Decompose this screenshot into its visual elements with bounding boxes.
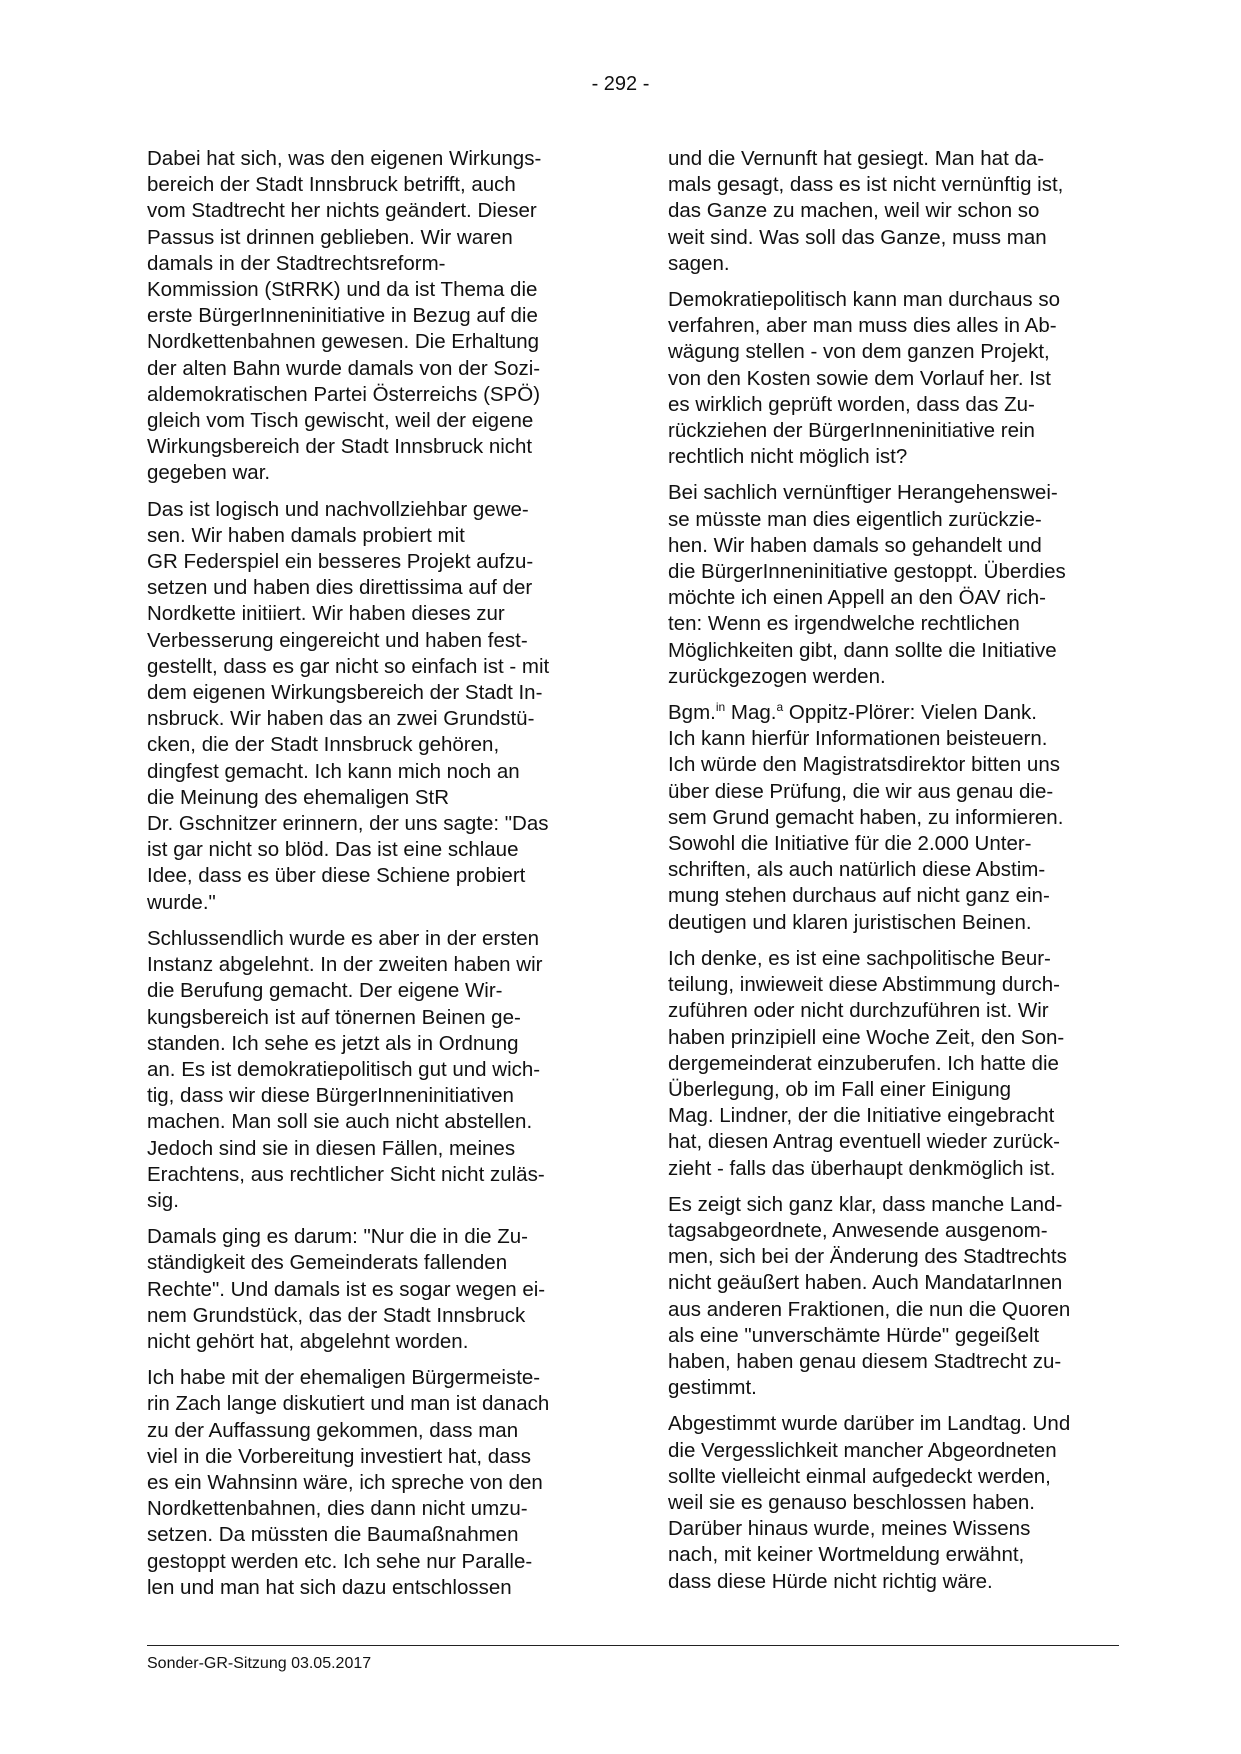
paragraph: Ich denke, es ist eine sachpolitische Beur- teilung, inwieweit diese Abstimmung durch- zuführen oder nicht durchzuführen ist. Wir haben prinzipiell eine Woche Zeit, den Son- dergemeinderat einzuberufen. Ich hatte die Überlegung, ob im Fall einer Einigung Mag. Lindner, der die Initiative eingebracht hat, diesen Antrag eventuell wieder zurück- zieht - falls das überhaupt denkmöglich ist. bbox=[668, 946, 1065, 1180]
footer-session-label: Sonder-GR-Sitzung 03.05.2017 bbox=[147, 1655, 372, 1672]
left-column bbox=[147, 146, 605, 1611]
paragraph: Ich habe mit der ehemaligen Bürgermeiste- rin Zach lange diskutiert und man ist danach zu der Auffassung gekommen, dass man viel in die Vorbereitung investiert hat, dass es ein Wahnsinn wäre, ich spreche von den Nordkettenbahnen, dies dann nicht umzu- setzen. Da müssten die Baumaßnahmen gestoppt werden etc. Ich sehe nur Paralle- len und man hat sich dazu entschlossen bbox=[147, 1366, 550, 1599]
paragraph: Das ist logisch und nachvollziehbar gewe- sen. Wir haben damals probiert mit GR Federspiel ein besseres Projekt aufzu- setzen und haben dies direttissima auf der Nordkette initiiert. Wir haben dieses zur Verbesserung eingereicht und haben fest- gestellt, dass es gar nicht so einfach ist - mit dem eigenen Wirkungsbereich der Stadt In- nsbruck. Wir haben das an zwei Grundstü- cken, die der Stadt Innsbruck gehören, dingfest gemacht. Ich kann mich noch an die Meinung des ehemaligen StR Dr. Gschnitzer erinnern, der uns sagte: "Das ist gar nicht so blöd. Das ist eine schlaue Idee, dass es über diese Schiene probiert wurde." bbox=[147, 497, 550, 914]
right-column bbox=[668, 146, 1126, 1605]
speaker-label bbox=[668, 701, 915, 724]
speech-text: Vielen Dank. Ich kann hierfür Informationen beisteuern. Ich würde den Magistratsdirektor bitten uns über diese Prüfung, die wir aus genau die- sem Grund gemacht haben, zu informieren. Sowohl die Initiative für die 2.000 Unter- schriften, als auch natürlich diese Abstim- mung stehen durchaus auf nicht ganz ein- deutigen und klaren juristischen Beinen. bbox=[668, 701, 1064, 934]
speaker-degree-suffix: a bbox=[776, 700, 784, 715]
paragraph: Abgestimmt wurde darüber im Landtag. Und die Vergesslichkeit mancher Abgeordneten sollte vielleicht einmal aufgedeckt werden, weil sie es genauso beschlossen haben. Darüber hinaus wurde, meines Wissens nach, mit keiner Wortmeldung erwähnt, dass diese Hürde nicht richtig wäre. bbox=[668, 1412, 1071, 1593]
speaker-name: Oppitz-Plörer: bbox=[788, 701, 916, 725]
paragraph: Dabei hat sich, was den eigenen Wirkungs- bereich der Stadt Innsbruck betrifft, auch vom Stadtrecht her nichts geändert. Dieser Passus ist drinnen geblieben. Wir waren damals in der Stadtrechtsreform- Kommission (StRRK) und da ist Thema die erste BürgerInneninitiative in Bezug auf die Nordkettenbahnen gewesen. Die Erhaltung der alten Bahn wurde damals von der Sozi- aldemokratischen Partei Österreichs (SPÖ) gleich vom Tisch gewischt, weil der eigene Wirkungsbereich der Stadt Innsbruck nicht gegeben war. bbox=[147, 147, 542, 485]
speaker-title: Bgm. bbox=[668, 701, 716, 725]
paragraph: Damals ging es darum: "Nur die in die Zu- ständigkeit des Gemeinderats fallenden Rechte". Und damals ist es sogar wegen ei- nem Grundstück, das der Stadt Innsbruck nicht gehört hat, abgelehnt worden. bbox=[147, 1225, 546, 1353]
paragraph: Demokratiepolitisch kann man durchaus so verfahren, aber man muss dies alles in Ab- wägung stellen - von dem ganzen Projekt, von den Kosten sowie dem Vorlauf her. Ist es wirklich geprüft worden, dass das Zu- rückziehen der BürgerInneninitiative rein rechtlich nicht möglich ist? bbox=[668, 288, 1060, 469]
page-number: - 292 - bbox=[591, 73, 650, 95]
paragraph: Schlussendlich wurde es aber in der ersten Instanz abgelehnt. In der zweiten haben wir die Berufung gemacht. Der eigene Wir- kungsbereich ist auf tönernen Beinen ge- standen. Ich sehe es jetzt als in Ordnung an. Es ist demokratiepolitisch gut und wich- tig, dass wir diese BürgerInneninitiativen machen. Man soll sie auch nicht abstellen. Jedoch sind sie in diesen Fällen, meines Erachtens, aus rechtlicher Sicht nicht zuläs- sig. bbox=[147, 926, 545, 1212]
speaker-title-suffix: in bbox=[715, 700, 726, 715]
speaker-degree: Mag. bbox=[730, 701, 777, 725]
footer-divider bbox=[147, 1645, 1119, 1646]
paragraph: und die Vernunft hat gesiegt. Man hat da- mals gesagt, dass es ist nicht vernünftig ist, das Ganze zu machen, weil wir schon so weit sind. Was soll das Ganze, muss man sagen. bbox=[668, 147, 1064, 275]
speaker-paragraph bbox=[668, 700, 1126, 936]
paragraph: Es zeigt sich ganz klar, dass manche Land- tagsabgeordnete, Anwesende ausgenom- men, sich bei der Änderung des Stadtrechts nicht geäußert haben. Auch MandatarInnen aus anderen Fraktionen, die nun die Quoren als eine "unverschämte Hürde" gegeißelt haben, haben genau diesem Stadtrecht zu- gestimmt. bbox=[668, 1192, 1071, 1400]
paragraph: Bei sachlich vernünftiger Herangehenswei- se müsste man dies eigentlich zurückzie- hen. Wir haben damals so gehandelt und die BürgerInneninitiative gestoppt. Überdies möchte ich einen Appell an den ÖAV rich- ten: Wenn es irgendwelche rechtlichen Möglichkeiten gibt, dann sollte die Initiative zurückgezogen werden. bbox=[668, 481, 1066, 688]
